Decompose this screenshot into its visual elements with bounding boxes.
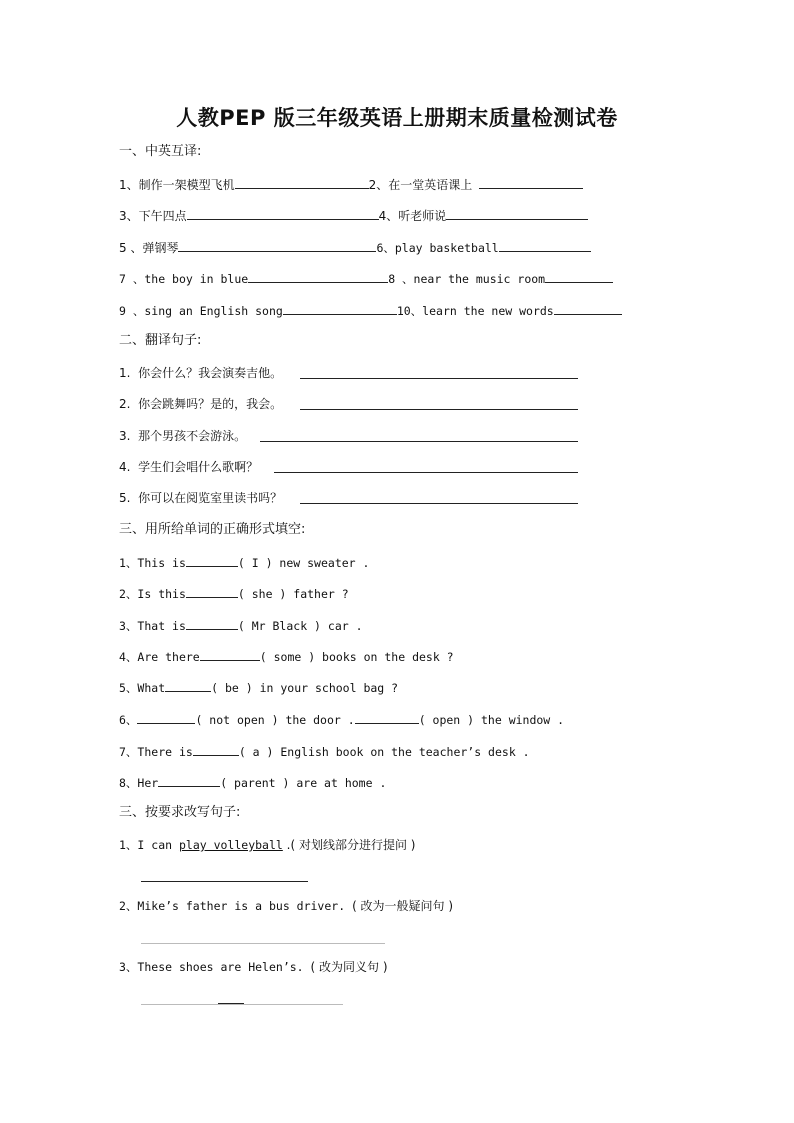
s2-item-5: 5. 你可以在阅览室里读书吗？ <box>119 491 283 505</box>
answer-blank[interactable] <box>355 710 419 724</box>
s3-item-6: 6、 ( not open ) the door . ( open ) the window . <box>119 710 564 728</box>
answer-line[interactable] <box>300 409 578 410</box>
section1-heading: 一、中英互译: <box>119 144 202 159</box>
s1-row-5: 9 、sing an English song 10、learn the new words <box>119 301 622 319</box>
s2-item-1: 1. 你会什么？我会演奏吉他。 <box>119 366 283 380</box>
answer-blank[interactable] <box>446 206 588 220</box>
answer-blank[interactable] <box>137 710 195 724</box>
s4-item-1: 1、I can play volleyball .( 对划线部分进行提问 ) <box>119 838 416 852</box>
s2-item-2: 2. 你会跳舞吗？是的，我会。 <box>119 397 283 411</box>
s1-row-1: 1、制作一架模型飞机 2、在一堂英语课上 <box>119 175 583 193</box>
s3-item-8: 8、Her ( parent ) are at home . <box>119 773 386 791</box>
answer-blank[interactable] <box>158 773 220 787</box>
answer-blank[interactable] <box>186 584 238 598</box>
s4-item-2: 2、Mike’s father is a bus driver. ( 改为一般疑问句 ) <box>119 899 454 913</box>
answer-blank[interactable] <box>248 269 388 283</box>
answer-blank[interactable] <box>479 175 583 189</box>
answer-blank[interactable] <box>193 742 239 756</box>
answer-line[interactable] <box>260 441 578 442</box>
answer-blank[interactable] <box>178 238 376 252</box>
answer-blank[interactable] <box>554 301 622 315</box>
answer-blank[interactable] <box>499 238 591 252</box>
answer-blank[interactable] <box>165 678 211 692</box>
answer-line[interactable] <box>141 943 385 944</box>
s3-item-7: 7、There is ( a ) English book on the teacher’s desk . <box>119 742 530 760</box>
answer-blank[interactable] <box>283 301 397 315</box>
s3-item-4: 4、Are there ( some ) books on the desk ? <box>119 647 454 665</box>
answer-blank[interactable] <box>186 553 238 567</box>
s3-item-1: 1、This is ( I ) new sweater . <box>119 553 369 571</box>
s2-item-4: 4. 学生们会唱什么歌啊？ <box>119 460 259 474</box>
s3-item-3: 3、That is ( Mr Black ) car . <box>119 616 363 634</box>
section4-heading: 三、按要求改写句子: <box>119 805 241 820</box>
s3-item-5: 5、What ( be ) in your school bag ? <box>119 678 398 696</box>
answer-line[interactable] <box>300 503 578 504</box>
answer-blank[interactable] <box>187 206 379 220</box>
answer-line[interactable] <box>300 378 578 379</box>
answer-blank[interactable] <box>186 616 238 630</box>
s1-row-2: 3、下午四点 4、听老师说 <box>119 206 588 224</box>
answer-line[interactable] <box>141 1004 343 1005</box>
answer-line[interactable] <box>274 472 578 473</box>
answer-line-mark <box>218 1003 244 1004</box>
answer-line[interactable] <box>141 881 308 882</box>
section2-heading: 二、翻译句子: <box>119 333 202 348</box>
answer-blank[interactable] <box>200 647 260 661</box>
page-title: 人教PEP 版三年级英语上册期末质量检测试卷 <box>176 106 618 130</box>
answer-blank[interactable] <box>235 175 369 189</box>
underlined-phrase: play volleyball <box>178 838 283 852</box>
answer-blank[interactable] <box>545 269 613 283</box>
s1-row-4: 7 、the boy in blue 8 、near the music room <box>119 269 613 287</box>
section3-heading: 三、用所给单词的正确形式填空: <box>119 522 306 537</box>
s1-row-3: 5 、弹钢琴 6、play basketball <box>119 238 591 256</box>
s3-item-2: 2、Is this ( she ) father ? <box>119 584 349 602</box>
s2-item-3: 3. 那个男孩不会游泳。 <box>119 429 247 443</box>
s4-item-3: 3、These shoes are Helen’s. ( 改为同义句 ) <box>119 960 388 974</box>
